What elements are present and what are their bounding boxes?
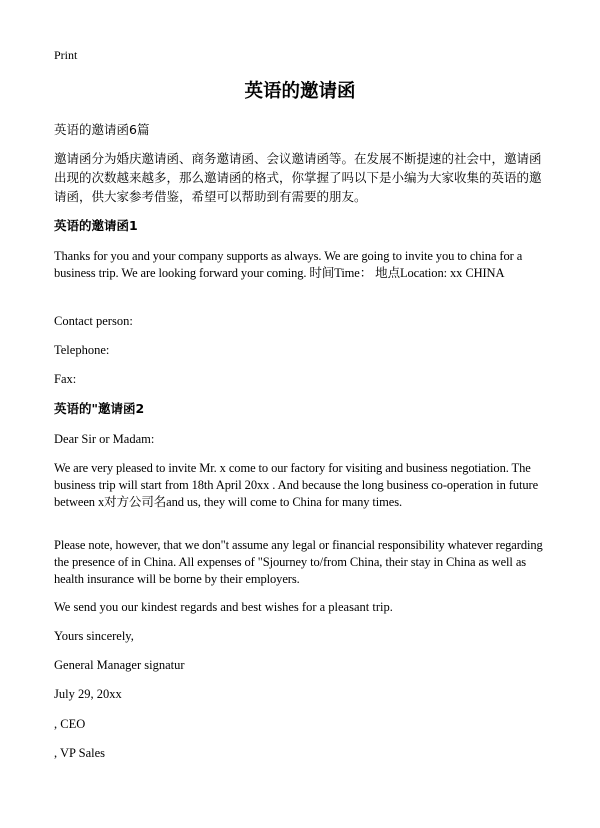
letter2-paragraph-3: We send you our kindest regards and best wishes for a pleasant trip. [54,600,393,614]
intro-subtitle: 英语的邀请函6篇 [54,122,150,137]
letter2-signature: General Manager signatur [54,658,185,672]
letter2-vp-sales: , VP Sales [54,746,106,760]
letter2-paragraph-1: We are very pleased to invite Mr. x come to our factory for visiting and business negotiation. The business trip will start from 18th April 20xx . And because the long business co-operation in future between x对方公司名and us, they will come to China for many times. [54,461,539,509]
letter1-heading: 英语的邀请函1 [54,218,138,233]
letter2-date: July 29, 20xx [54,687,122,701]
letter2-closing: Yours sincerely, [54,629,134,643]
page-title: 英语的邀请函 [244,81,356,102]
letter1-contact-person: Contact person: [54,314,133,328]
letter2-heading: 英语的"邀请函2 [54,401,145,416]
letter2-ceo: , CEO [54,717,86,731]
letter1-body: Thanks for you and your company supports as always. We are going to invite you to china for a business trip. We are looking forward your coming. 时间Time： 地点Location: xx CHINA [54,249,523,280]
letter1-fax: Fax: [54,372,77,386]
letter2-paragraph-2: Please note, however, that we don"t assume any legal or financial responsibility whatever regarding the presence of in China. All expenses of "Sjourney to/from China, their stay in China as well as health insurance will be borne by their employers. [54,538,543,586]
letter2-greeting: Dear Sir or Madam: [54,432,155,446]
intro-paragraph: 邀请函分为婚庆邀请函、商务邀请函、会议邀请函等。在发展不断提速的社会中，邀请函出现的次数越来越多，那么邀请函的格式，你掌握了吗以下是小编为大家收集的英语的邀请函，供大家参考借鉴，希望可以帮助到有需要的朋友。 [54,151,542,204]
print-label: Print [54,48,78,62]
letter1-telephone: Telephone: [54,343,110,357]
